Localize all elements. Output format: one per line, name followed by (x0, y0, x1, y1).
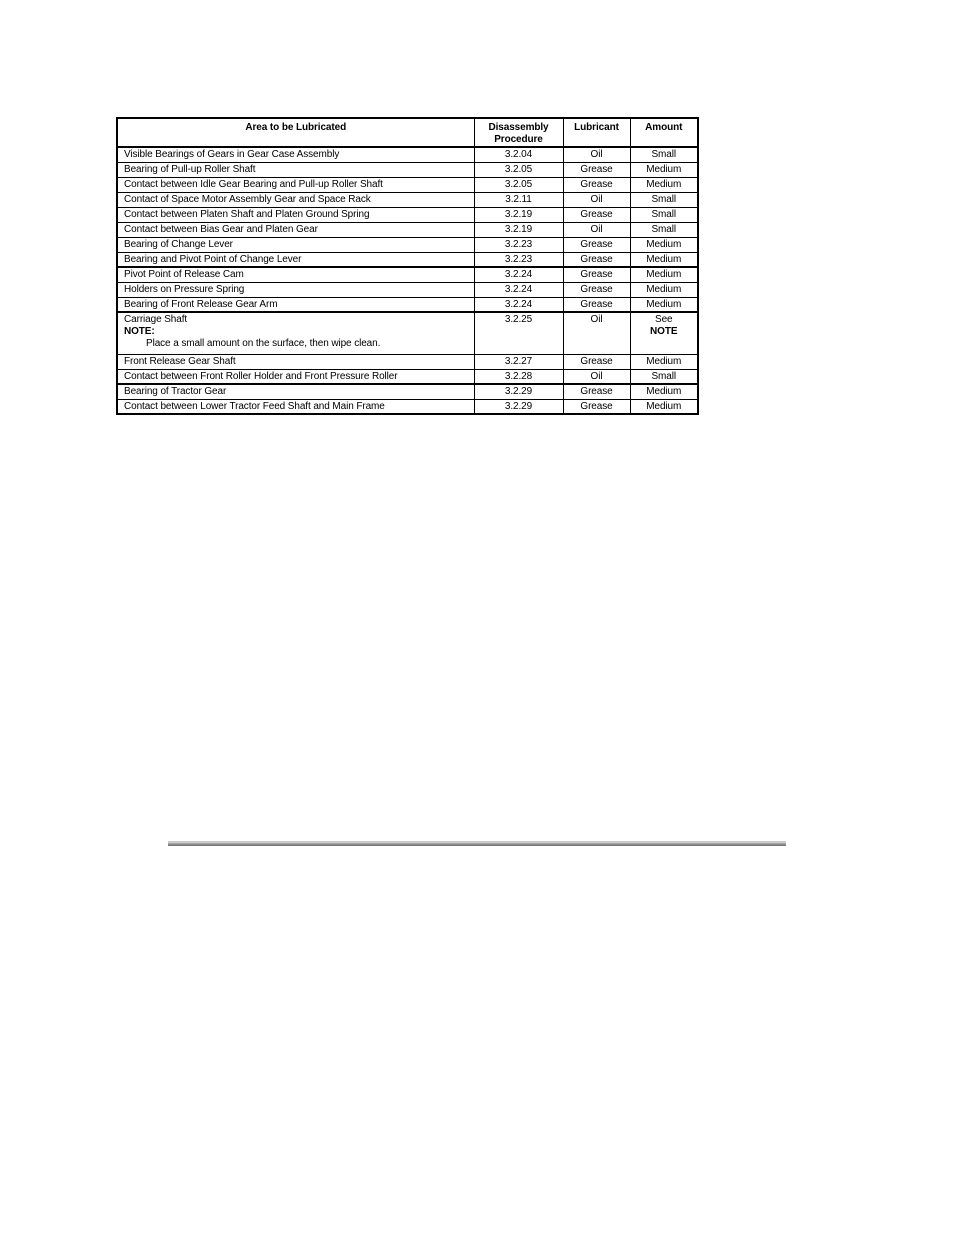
cell-amount: Medium (630, 282, 698, 297)
cell-lubricant: Oil (563, 369, 630, 384)
cell-amount: Medium (630, 162, 698, 177)
cell-area: Contact between Front Roller Holder and Front Pressure Roller (117, 369, 474, 384)
cell-procedure: 3.2.29 (474, 399, 563, 414)
cell-amount: Medium (630, 267, 698, 282)
cell-lubricant: Oil (563, 222, 630, 237)
amount-see: See (655, 314, 673, 325)
cell-amount: Small (630, 147, 698, 162)
cell-area: Bearing of Pull-up Roller Shaft (117, 162, 474, 177)
cell-amount: Medium (630, 354, 698, 369)
table-row (117, 192, 698, 207)
cell-area: Front Release Gear Shaft (117, 354, 474, 369)
cell-amount: Medium (630, 237, 698, 252)
cell-lubricant: Grease (563, 207, 630, 222)
header-amount: Amount (630, 118, 698, 147)
cell-area: Contact between Platen Shaft and Platen Ground Spring (117, 207, 474, 222)
cell-procedure: 3.2.19 (474, 207, 563, 222)
cell-area: Bearing of Tractor Gear (117, 384, 474, 399)
cell-procedure: 3.2.27 (474, 354, 563, 369)
table-row (117, 369, 698, 384)
table-row (117, 252, 698, 267)
cell-amount: Small (630, 222, 698, 237)
cell-area: Bearing of Change Lever (117, 237, 474, 252)
cell-lubricant: Grease (563, 162, 630, 177)
cell-procedure: 3.2.25 (474, 312, 563, 354)
cell-lubricant: Grease (563, 177, 630, 192)
cell-lubricant: Grease (563, 237, 630, 252)
cell-procedure: 3.2.04 (474, 147, 563, 162)
cell-area (117, 312, 474, 354)
cell-area: Pivot Point of Release Cam (117, 267, 474, 282)
cell-procedure: 3.2.24 (474, 267, 563, 282)
cell-amount: Medium (630, 399, 698, 414)
cell-lubricant: Grease (563, 252, 630, 267)
cell-lubricant: Grease (563, 267, 630, 282)
header-area: Area to be Lubricated (117, 118, 474, 147)
header-procedure: Disassembly Procedure (474, 118, 563, 147)
table-row (117, 147, 698, 162)
table-row (117, 354, 698, 369)
cell-amount: Medium (630, 252, 698, 267)
table-row (117, 177, 698, 192)
table-row (117, 399, 698, 414)
table-row (117, 222, 698, 237)
cell-lubricant: Oil (563, 312, 630, 354)
cell-lubricant: Oil (563, 192, 630, 207)
cell-area: Contact between Idle Gear Bearing and Pull-up Roller Shaft (117, 177, 474, 192)
lubrication-table (116, 117, 699, 415)
cell-area-title: Carriage Shaft (124, 314, 188, 325)
note-text: Place a small amount on the surface, then wipe clean. (146, 338, 381, 349)
cell-procedure: 3.2.23 (474, 237, 563, 252)
cell-area: Contact of Space Motor Assembly Gear and Space Rack (117, 192, 474, 207)
table-header-row (117, 118, 698, 147)
footer-divider (168, 841, 786, 846)
header-lubricant: Lubricant (563, 118, 630, 147)
cell-area: Contact between Bias Gear and Platen Gear (117, 222, 474, 237)
cell-area: Bearing and Pivot Point of Change Lever (117, 252, 474, 267)
table-row (117, 312, 698, 354)
cell-procedure: 3.2.11 (474, 192, 563, 207)
cell-procedure: 3.2.05 (474, 177, 563, 192)
cell-amount (630, 312, 698, 354)
note-label: NOTE: (124, 326, 155, 337)
cell-lubricant: Grease (563, 282, 630, 297)
cell-lubricant: Grease (563, 384, 630, 399)
table-row (117, 207, 698, 222)
table-row (117, 282, 698, 297)
cell-area: Contact between Lower Tractor Feed Shaft and Main Frame (117, 399, 474, 414)
cell-procedure: 3.2.23 (474, 252, 563, 267)
cell-amount: Medium (630, 297, 698, 312)
cell-lubricant: Grease (563, 399, 630, 414)
cell-procedure: 3.2.19 (474, 222, 563, 237)
cell-lubricant: Grease (563, 354, 630, 369)
cell-amount: Small (630, 207, 698, 222)
table-row (117, 267, 698, 282)
amount-note: NOTE (650, 326, 678, 337)
cell-procedure: 3.2.24 (474, 282, 563, 297)
cell-area: Bearing of Front Release Gear Arm (117, 297, 474, 312)
table-row (117, 297, 698, 312)
table-row (117, 162, 698, 177)
cell-amount: Small (630, 192, 698, 207)
cell-amount: Medium (630, 177, 698, 192)
cell-procedure: 3.2.29 (474, 384, 563, 399)
cell-lubricant: Grease (563, 297, 630, 312)
cell-amount: Small (630, 369, 698, 384)
table-row (117, 237, 698, 252)
cell-lubricant: Oil (563, 147, 630, 162)
cell-area: Visible Bearings of Gears in Gear Case Assembly (117, 147, 474, 162)
cell-area: Holders on Pressure Spring (117, 282, 474, 297)
cell-procedure: 3.2.28 (474, 369, 563, 384)
cell-amount: Medium (630, 384, 698, 399)
cell-procedure: 3.2.24 (474, 297, 563, 312)
cell-procedure: 3.2.05 (474, 162, 563, 177)
table-row (117, 384, 698, 399)
